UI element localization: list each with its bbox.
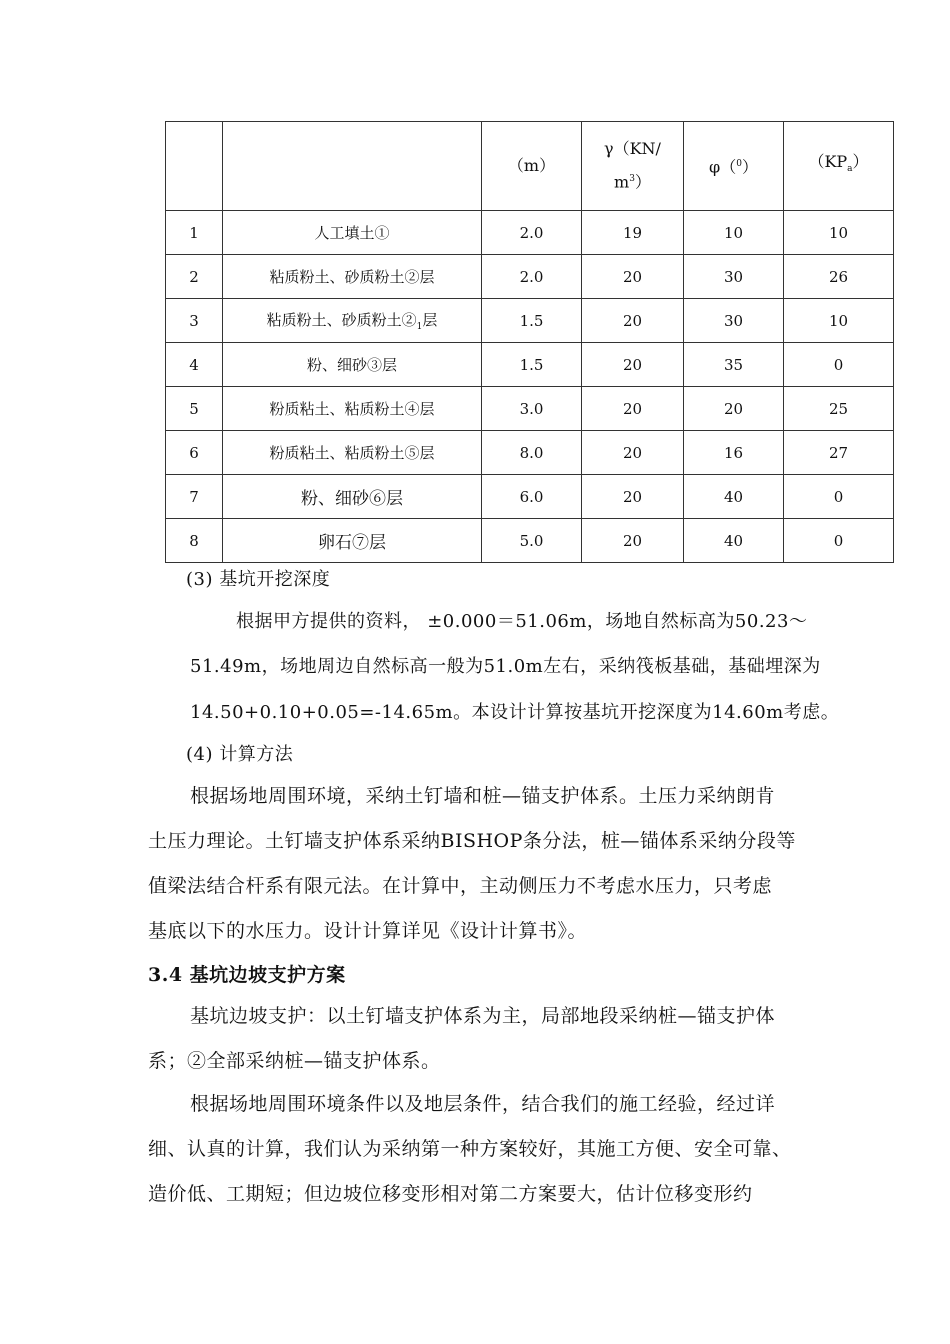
cell-thickness: 5.0 xyxy=(482,519,582,563)
table-row xyxy=(166,519,894,563)
cell-name: 粉质粘土、粘质粉土⑤层 xyxy=(223,431,482,475)
paragraph-line: 系；②全部采纳桩—锚支护体系。 xyxy=(148,1050,441,1072)
cell-name: 粘质粉土、砂质粉土$②_1$层 xyxy=(223,299,482,343)
cell-gamma: 20 xyxy=(582,431,684,475)
cell-name: 粉质粘土、粘质粉土④层 xyxy=(223,387,482,431)
cell-phi: 30 xyxy=(684,299,784,343)
header-no xyxy=(166,122,223,211)
cell-thickness: 1.5 xyxy=(482,343,582,387)
cell-cohesion: 26 xyxy=(784,255,894,299)
cell-thickness: 6.0 xyxy=(482,475,582,519)
cell-gamma: 19 xyxy=(582,211,684,255)
table-row xyxy=(166,299,894,343)
cell-cohesion: 27 xyxy=(784,431,894,475)
cell-cohesion: 10 xyxy=(784,211,894,255)
cell-phi: 30 xyxy=(684,255,784,299)
section-3-heading: (3) 基坑开挖深度 xyxy=(186,569,331,590)
paragraph-line: 细、认真的计算，我们认为采纳第一种方案较好，其施工方便、安全可靠、 xyxy=(148,1138,792,1160)
cell-gamma: 20 xyxy=(582,299,684,343)
cell-gamma: 20 xyxy=(582,343,684,387)
section-3-4-heading: 3.4 基坑边坡支护方案 xyxy=(148,964,346,986)
cell-no: 4 xyxy=(166,343,223,387)
cell-cohesion: 0 xyxy=(784,343,894,387)
cell-phi: 35 xyxy=(684,343,784,387)
header-cohesion: $(KP_a)$ xyxy=(784,122,894,211)
paragraph-line: 基坑边坡支护：以土钉墙支护体系为主，局部地段采纳桩—锚支护体 xyxy=(190,1005,776,1027)
section-4-heading: (4) 计算方法 xyxy=(186,744,294,765)
cell-gamma: 20 xyxy=(582,475,684,519)
cell-no: 8 xyxy=(166,519,223,563)
table-row xyxy=(166,343,894,387)
cell-gamma: 20 xyxy=(582,519,684,563)
paragraph-line: 基底以下的水压力。设计计算详见《设计计算书》。 xyxy=(148,920,588,942)
cell-name: 粉、细砂⑥层 xyxy=(223,475,482,519)
cell-thickness: 2.0 xyxy=(482,211,582,255)
paragraph-line: 造价低、工期短；但边坡位移变形相对第二方案要大，估计位移变形约 xyxy=(148,1183,753,1205)
cell-gamma: 20 xyxy=(582,255,684,299)
cell-thickness: 1.5 xyxy=(482,299,582,343)
cell-gamma: 20 xyxy=(582,387,684,431)
paragraph-line: 根据场地周围环境条件以及地层条件，结合我们的施工经验，经过详 xyxy=(190,1093,776,1115)
table-row xyxy=(166,431,894,475)
paragraph-line: 51.49m，场地周边自然标高一般为51.0m左右，采纳筏板基础，基础埋深为 xyxy=(190,656,821,677)
table-row xyxy=(166,255,894,299)
soil-parameter-table xyxy=(165,121,894,563)
cell-no: 1 xyxy=(166,211,223,255)
header-thickness: （m） xyxy=(482,122,582,211)
paragraph-line: 14.50+0.10+0.05=-14.65m。本设计计算按基坑开挖深度为14.60m考虑。 xyxy=(190,702,840,723)
cell-no: 6 xyxy=(166,431,223,475)
cell-cohesion: 10 xyxy=(784,299,894,343)
cell-cohesion: 0 xyxy=(784,519,894,563)
cell-cohesion: 0 xyxy=(784,475,894,519)
table-header-row xyxy=(166,122,894,211)
cell-no: 3 xyxy=(166,299,223,343)
cell-phi: 10 xyxy=(684,211,784,255)
cell-name: 粉、细砂③层 xyxy=(223,343,482,387)
header-friction-angle: φ（$^0$） xyxy=(684,122,784,211)
header-name xyxy=(223,122,482,211)
paragraph-line: 根据场地周围环境，采纳土钉墙和桩—锚支护体系。土压力采纳朗肯 xyxy=(190,785,776,807)
cell-no: 7 xyxy=(166,475,223,519)
cell-phi: 20 xyxy=(684,387,784,431)
cell-thickness: 2.0 xyxy=(482,255,582,299)
header-unit-weight: γ（KN/ $m^3$） xyxy=(582,122,684,211)
cell-thickness: 8.0 xyxy=(482,431,582,475)
cell-name: 粘质粉土、砂质粉土②层 xyxy=(223,255,482,299)
cell-name: 卵石⑦层 xyxy=(223,519,482,563)
paragraph-line: 值梁法结合杆系有限元法。在计算中，主动侧压力不考虑水压力，只考虑 xyxy=(148,875,773,897)
paragraph-line: 根据甲方提供的资料， ±0.000＝51.06m，场地自然标高为50.23～ xyxy=(236,611,808,632)
table-row xyxy=(166,475,894,519)
cell-thickness: 3.0 xyxy=(482,387,582,431)
cell-phi: 40 xyxy=(684,475,784,519)
cell-cohesion: 25 xyxy=(784,387,894,431)
table-row xyxy=(166,387,894,431)
cell-phi: 16 xyxy=(684,431,784,475)
cell-name: 人工填土① xyxy=(223,211,482,255)
table-row xyxy=(166,211,894,255)
paragraph-line: 土压力理论。土钉墙支护体系采纳BISHOP条分法，桩—锚体系采纳分段等 xyxy=(148,830,796,852)
cell-no: 2 xyxy=(166,255,223,299)
cell-phi: 40 xyxy=(684,519,784,563)
cell-no: 5 xyxy=(166,387,223,431)
